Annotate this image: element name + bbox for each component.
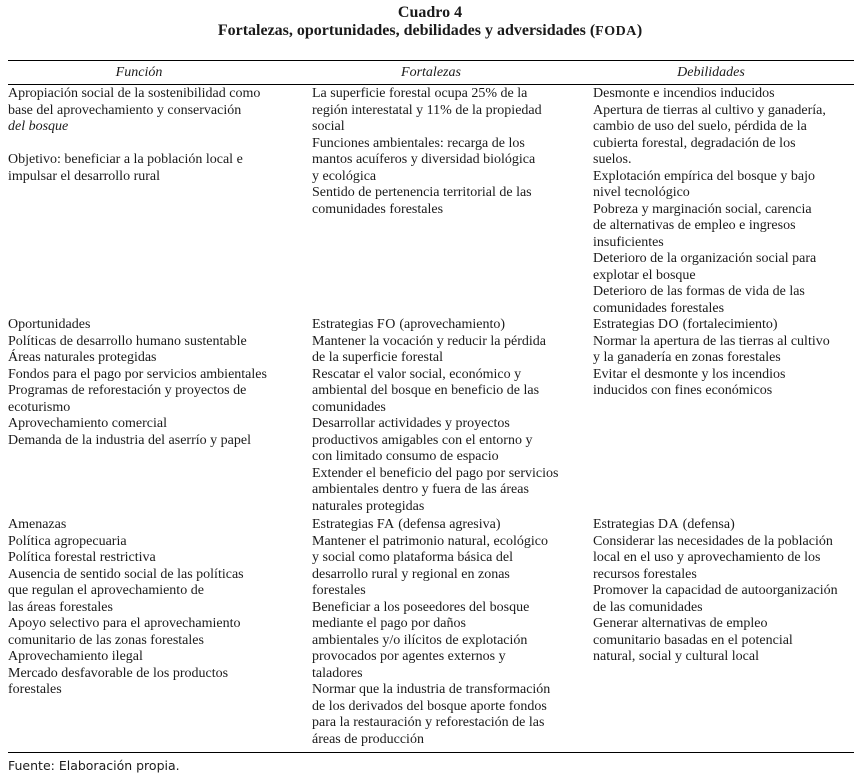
cell-line: Mantener el patrimonio natural, ecológico bbox=[312, 533, 548, 549]
header-rule bbox=[8, 84, 854, 85]
cell-line: para la restauración y reforestación de las bbox=[312, 715, 545, 730]
cell-line: Beneficiar a los poseedores del bosque bbox=[312, 599, 530, 615]
cell-line: ambiental del bosque en beneficio de las bbox=[312, 383, 540, 398]
cell-line: Políticas de desarrollo humano sustentable bbox=[8, 333, 247, 349]
cell-line: Política forestal restrictiva bbox=[8, 550, 156, 565]
cell-line: Mercado desfavorable de los productos bbox=[8, 665, 229, 681]
cell-line: local en el uso y aprovechamiento de los bbox=[593, 550, 821, 565]
cell-line: Funciones ambientales: recarga de los bbox=[312, 135, 525, 151]
row2-fortalezas-cell bbox=[312, 317, 558, 515]
cell-line: Mantener la vocación y reducir la pérdida bbox=[312, 333, 547, 349]
title-abbr: FODA bbox=[595, 24, 637, 39]
cell-line: productivos amigables con el entorno y bbox=[312, 432, 533, 448]
cell-line: Explotación empírica del bosque y bajo bbox=[593, 168, 815, 184]
cell-line: Deterioro de la organización social para bbox=[593, 251, 817, 266]
cell-line: Extender el beneficio del pago por servicios bbox=[312, 465, 559, 481]
cell-line: cubierta forestal, degradación de los bbox=[593, 135, 796, 151]
row1-fortalezas-cell bbox=[312, 86, 542, 218]
cell-line: Programas de reforestación y proyectos de bbox=[8, 383, 247, 398]
cell-line: Deterioro de las formas de vida de las bbox=[593, 284, 805, 299]
cell-line: Fondos para el pago por servicios ambientales bbox=[8, 366, 267, 382]
cell-line: forestales bbox=[312, 583, 366, 598]
cell-line: ambientales y/o ilícitos de explotación bbox=[312, 632, 528, 648]
header-fortalezas: Fortalezas bbox=[401, 65, 461, 80]
cell-line: nivel tecnológico bbox=[593, 185, 690, 200]
strategy-do-heading: Estrategias DO (fortalecimiento) bbox=[593, 317, 778, 332]
top-rule bbox=[8, 60, 854, 61]
cell-line: social bbox=[312, 119, 345, 134]
cell-line: ecoturismo bbox=[8, 399, 71, 415]
title-close: ) bbox=[636, 22, 643, 39]
row2-debilidades-cell bbox=[593, 317, 830, 400]
cell-line: La superficie forestal ocupa 25% de la bbox=[312, 86, 528, 101]
cell-line: de la superficie forestal bbox=[312, 350, 443, 365]
cell-line: Promover la capacidad de autoorganización bbox=[593, 583, 838, 598]
cell-line: Desarrollar actividades y proyectos bbox=[312, 416, 510, 431]
title-main: Fortalezas, oportunidades, debilidades y adversidades ( bbox=[217, 22, 596, 39]
cell-line: del bosque bbox=[8, 119, 69, 134]
row1-debilidades-cell bbox=[593, 86, 826, 317]
cell-line: Sentido de pertenencia territorial de las bbox=[312, 185, 532, 200]
cell-line: recursos forestales bbox=[593, 566, 697, 582]
cell-line: mantos acuíferos y diversidad biológica bbox=[312, 152, 536, 167]
cell-line: Generar alternativas de empleo bbox=[593, 616, 768, 631]
cell-line: ambientales dentro y fuera de las áreas bbox=[312, 482, 529, 497]
cell-line: comunidades bbox=[312, 399, 386, 415]
cell-line: de las comunidades bbox=[593, 599, 703, 615]
table-caption: Cuadro 4 bbox=[397, 4, 463, 21]
cell-line: cambio de uso del suelo, pérdida de la bbox=[593, 119, 807, 134]
source-note: Fuente: Elaboración propia. bbox=[8, 758, 180, 773]
cell-line: Ausencia de sentido social de las políticas bbox=[8, 566, 244, 582]
cell-line: las áreas forestales bbox=[8, 599, 113, 615]
cell-line: comunitario basadas en el potencial bbox=[593, 632, 793, 648]
row2-funcion-cell bbox=[8, 317, 267, 449]
cell-line: Normar la apertura de las tierras al cultivo bbox=[593, 333, 830, 349]
cell-line: Política agropecuaria bbox=[8, 533, 127, 549]
cell-line: base del aprovechamiento y conservación bbox=[8, 102, 242, 118]
table-title bbox=[0, 22, 860, 40]
cell-line: Apropiación social de la sostenibilidad como bbox=[8, 86, 261, 101]
row3-fortalezas-cell bbox=[312, 517, 550, 748]
cell-line: provocados por agentes externos y bbox=[312, 649, 506, 664]
cell-line: de alternativas de empleo e ingresos bbox=[593, 218, 796, 233]
strategy-fa-heading: Estrategias FA (defensa agresiva) bbox=[312, 517, 501, 532]
cell-line: Rescatar el valor social, económico y bbox=[312, 366, 522, 382]
cell-line: con limitado consumo de espacio bbox=[312, 449, 499, 464]
header-funcion: Función bbox=[115, 65, 163, 80]
cell-line: desarrollo rural y regional en zonas bbox=[312, 566, 510, 582]
cell-line: Evitar el desmonte y los incendios bbox=[593, 366, 786, 382]
cell-line: Oportunidades bbox=[8, 317, 91, 332]
cell-line: Normar que la industria de transformación bbox=[312, 682, 551, 697]
strategy-da-heading: Estrategias DA (defensa) bbox=[593, 517, 735, 532]
bottom-rule bbox=[8, 752, 854, 753]
cell-line: suelos. bbox=[593, 152, 632, 167]
cell-line: y social como plataforma básica del bbox=[312, 550, 513, 565]
cell-line: comunitario de las zonas forestales bbox=[8, 632, 204, 648]
cell-line: y la ganadería en zonas forestales bbox=[593, 350, 781, 365]
cell-line: Pobreza y marginación social, carencia bbox=[593, 201, 812, 217]
cell-line: Amenazas bbox=[8, 517, 67, 532]
cell-line: y ecológica bbox=[312, 168, 377, 184]
cell-line: Aprovechamiento ilegal bbox=[8, 649, 143, 664]
cell-line: áreas de producción bbox=[312, 731, 424, 747]
cell-line: Desmonte e incendios inducidos bbox=[593, 86, 775, 101]
cell-line: Demanda de la industria del aserrío y papel bbox=[8, 432, 251, 448]
row3-funcion-cell bbox=[8, 517, 244, 699]
cell-line: Considerar las necesidades de la población bbox=[593, 533, 833, 549]
cell-line: explotar el bosque bbox=[593, 267, 696, 283]
cell-line: taladores bbox=[312, 665, 363, 681]
cell-line: que regulan el aprovechamiento de bbox=[8, 583, 204, 598]
cell-line: Aprovechamiento comercial bbox=[8, 416, 167, 431]
cell-line: Áreas naturales protegidas bbox=[8, 350, 157, 365]
cell-line: mediante el pago por daños bbox=[312, 616, 466, 631]
cell-line: región interestatal y 11% de la propiedad bbox=[312, 102, 542, 118]
cell-line: inducidos con fines económicos bbox=[593, 383, 773, 398]
cell-line: de los derivados del bosque aporte fondos bbox=[312, 698, 547, 714]
strategy-fo-heading: Estrategias FO (aprovechamiento) bbox=[312, 317, 506, 332]
row3-debilidades-cell bbox=[593, 517, 838, 666]
cell-line: Apoyo selectivo para el aprovechamiento bbox=[8, 616, 241, 631]
cell-line: naturales protegidas bbox=[312, 498, 425, 514]
cell-line: Apertura de tierras al cultivo y ganadería, bbox=[593, 102, 826, 118]
cell-line: forestales bbox=[8, 682, 62, 697]
row1-funcion-cell bbox=[8, 86, 260, 185]
cell-line: Objetivo: beneficiar a la población local e bbox=[8, 152, 243, 167]
cell-line: insuficientes bbox=[593, 234, 664, 250]
cell-line: comunidades forestales bbox=[312, 201, 444, 217]
cell-line: natural, social y cultural local bbox=[593, 649, 759, 664]
cell-line: comunidades forestales bbox=[593, 300, 725, 316]
cell-line: impulsar el desarrollo rural bbox=[8, 168, 161, 184]
header-debilidades: Debilidades bbox=[677, 65, 745, 80]
